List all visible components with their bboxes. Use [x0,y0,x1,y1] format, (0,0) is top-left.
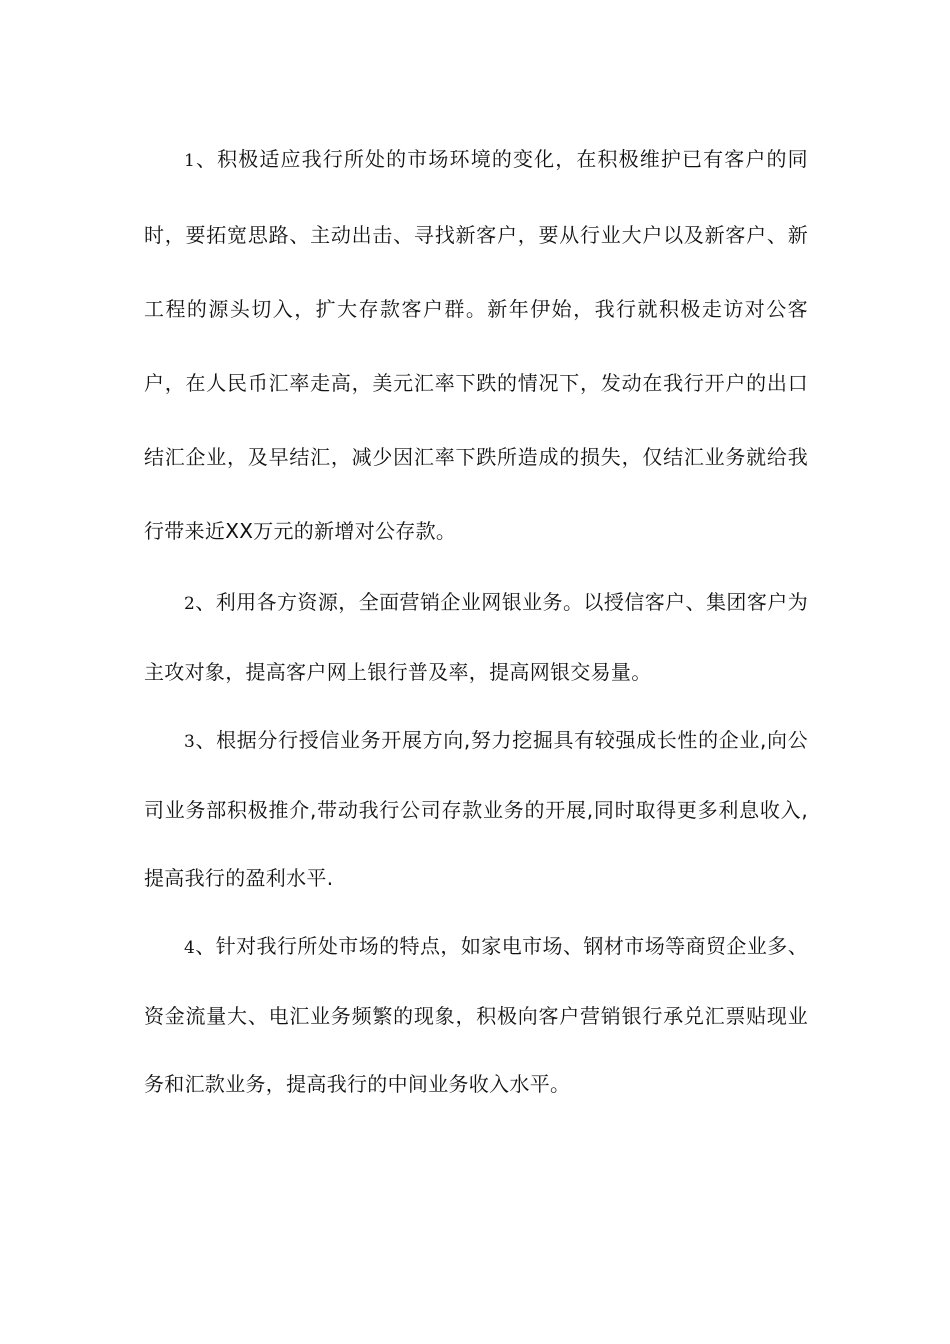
document-body [144,122,808,1118]
paragraph-separator: 、 [195,147,218,171]
paragraph-2 [144,568,808,706]
paragraph-3 [144,706,808,912]
paragraph-separator: 、 [195,728,217,752]
paragraph-text: 利用各方资源，全面营销企业网银业务。以授信客户、集团客户为主攻对象，提高客户网上银行普及率，提高网银交易量。 [144,590,808,684]
paragraph-number: 1 [184,151,196,171]
paragraph-text: 根据分行授信业务开展方向,努力挖掘具有较强成长性的企业,向公司业务部积极推介,带动我行公司存款业务的开展,同时取得更多利息收入,提高我行的盈利水平. [144,728,808,890]
paragraph-separator: 、 [195,590,216,614]
paragraph-number: 3 [184,732,196,752]
paragraph-4 [144,912,808,1118]
paragraph-text: 积极适应我行所处的市场环境的变化，在积极维护已有客户的同时，要拓宽思路、主动出击、寻找新客户，要从行业大户以及新客户、新工程的源头切入，扩大存款客户群。新年伊始，我行就积极走访对公客户，在人民币汇率走高，美元汇率下跌的情况下，发动在我行开户的出口结汇企业，及早结汇，减少因汇率下跌所造成的损失，仅结汇业务就给我行带来近XX万元的新增对公存款。 [144,147,808,543]
paragraph-text: 针对我行所处市场的特点，如家电市场、钢材市场等商贸企业多、资金流量大、电汇业务频繁的现象，积极向客户营销银行承兑汇票贴现业务和汇款业务，提高我行的中间业务收入水平。 [144,934,808,1096]
paragraph-1 [144,122,808,568]
paragraph-number: 4 [184,938,196,958]
paragraph-number: 2 [184,594,196,614]
paragraph-separator: 、 [195,934,216,958]
